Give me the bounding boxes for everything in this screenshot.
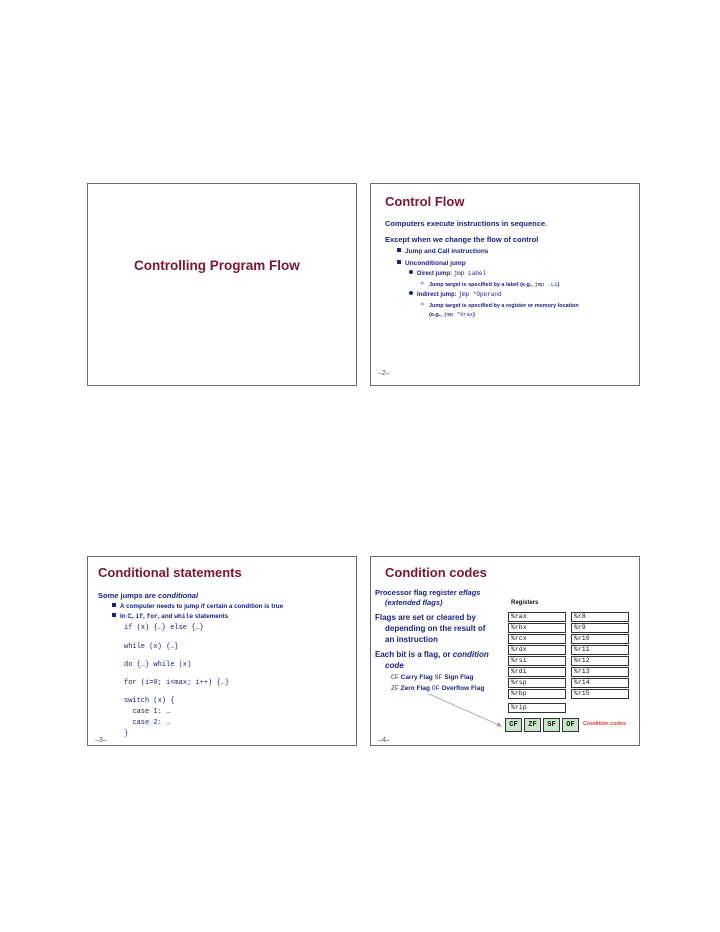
dot-bullet-icon: [409, 270, 413, 274]
direct-target-text: Jump target is specified by a label (e.g.,: [429, 282, 533, 288]
dot-bullet-icon: [409, 291, 413, 295]
slide-3-bullet-2: [112, 613, 228, 620]
slide-3-title: Conditional statements: [98, 565, 242, 580]
keyword-while: while: [174, 613, 194, 620]
square-bullet-icon: [112, 613, 116, 617]
flags-set-line-1: Flags are set or cleared by: [375, 613, 476, 622]
indirect-target-close: ): [473, 312, 475, 318]
indirect-jump-label: Indirect jump:: [417, 292, 457, 298]
of-code: OF: [431, 685, 440, 692]
code-if-else: if (x) {…} else {…}: [124, 624, 204, 632]
code-switch-line-4: }: [124, 730, 129, 738]
triangle-bullet-icon: [421, 302, 425, 306]
flag-box-cf: CF: [505, 718, 522, 732]
indirect-target-text: Jump target is specified by a register or memory location: [429, 303, 579, 309]
code-switch-line-2: case 1: …: [124, 708, 171, 716]
square-bullet-icon: [397, 260, 401, 264]
cf-label: Carry Flag: [400, 674, 433, 681]
direct-jump-label: Direct jump:: [417, 271, 453, 277]
register-rcx: %rcx: [508, 634, 566, 644]
register-rsp: %rsp: [508, 678, 566, 688]
slide-2-line-1: Computers execute instructions in sequence.: [385, 219, 548, 228]
flags-set-line-2: depending on the result of: [385, 624, 486, 633]
register-rsi: %rsi: [508, 656, 566, 666]
triangle-bullet-icon: [421, 281, 425, 285]
direct-target-code: jmp .L1: [534, 281, 558, 288]
register-rdx: %rdx: [508, 645, 566, 655]
slide-4-title: Condition codes: [385, 565, 487, 580]
bullet-unconditional-text: Unconditional jump: [405, 260, 466, 267]
arrow-line: [429, 694, 499, 725]
register-rdi: %rdi: [508, 667, 566, 677]
bullet-unconditional: [397, 260, 466, 267]
square-bullet-icon: [112, 603, 116, 607]
slide-2: [370, 183, 640, 386]
each-bit-line-2: code: [385, 661, 404, 670]
slide-3-bullet-2-comma: ,: [142, 613, 147, 620]
direct-target-item: [421, 281, 559, 288]
each-bit-text: Each bit is a flag, or: [375, 650, 453, 659]
indirect-target-code: jmp *%rax: [443, 311, 474, 318]
register-r10: %r10: [571, 634, 629, 644]
register-r9: %r9: [571, 623, 629, 633]
slide-3-intro-emphasis: conditional: [158, 591, 199, 600]
register-r13: %r13: [571, 667, 629, 677]
sf-label: Sign Flag: [444, 674, 474, 681]
slide-3-intro-text: Some jumps are: [98, 591, 159, 600]
slide-3-bullet-1: [112, 603, 283, 610]
slide-4: [370, 556, 640, 746]
each-bit-emphasis: condition: [452, 650, 489, 659]
direct-jump-code: jmp Label: [453, 270, 487, 277]
register-r12: %r12: [571, 656, 629, 666]
flag-box-zf: ZF: [524, 718, 541, 732]
flag-box-sf: SF: [543, 718, 560, 732]
slide-3-page-number: –3–: [95, 737, 107, 744]
flag-box-of: OF: [562, 718, 579, 732]
indirect-jump-code: jmp *Operand: [458, 291, 502, 298]
slide-3-bullet-2-and: , and: [157, 613, 175, 620]
processor-flag-text: Processor flag register: [375, 588, 459, 597]
register-rip: %rip: [508, 703, 566, 713]
bullet-jump-call-text: Jump and Call instructions: [405, 248, 489, 255]
indirect-target-item: [421, 302, 579, 309]
direct-target-close: ): [557, 282, 560, 288]
slide-2-page-number: –2–: [378, 370, 390, 377]
bullet-jump-call: [397, 248, 488, 255]
slide-3-intro: [98, 591, 198, 600]
indirect-target-open: (e.g.,: [429, 312, 442, 318]
flags-set-line-3: an instruction: [385, 635, 438, 644]
processor-flag-emphasis: eflags: [458, 588, 481, 597]
slide-4-page-number: –4–: [378, 737, 390, 744]
keyword-for: for: [146, 613, 158, 620]
slide-2-line-2: Except when we change the flow of control: [385, 235, 539, 244]
code-switch-line-3: case 2: …: [124, 719, 171, 727]
indirect-jump-item: [409, 291, 502, 298]
register-rbx: %rbx: [508, 623, 566, 633]
slide-2-title: Control Flow: [385, 194, 465, 209]
slide-1: [87, 183, 357, 386]
code-switch-line-1: switch (x) {: [124, 697, 175, 705]
register-r11: %r11: [571, 645, 629, 655]
registers-label: Registers: [511, 600, 539, 606]
code-for: for (i=0; i<max; i++) {…}: [124, 679, 230, 687]
slide-3: [87, 556, 357, 746]
code-while: while (x) {…}: [124, 643, 179, 651]
keyword-if: if: [135, 613, 143, 620]
slide-1-title: Controlling Program Flow: [134, 258, 300, 273]
indirect-target-example: [429, 311, 475, 318]
register-rbp: %rbp: [508, 689, 566, 699]
cf-code: CF: [391, 674, 399, 681]
zf-label: Zero Flag: [400, 685, 430, 692]
processor-flag-line-2: (extended flags): [385, 598, 443, 607]
register-r14: %r14: [571, 678, 629, 688]
register-rax: %rax: [508, 612, 566, 622]
square-bullet-icon: [397, 248, 401, 252]
code-do-while: do {…} while (x): [124, 661, 192, 669]
condition-codes-label: Condition codes: [583, 721, 627, 727]
slide-3-bullet-2-suffix: statements: [193, 613, 229, 620]
direct-jump-item: [409, 270, 486, 277]
register-r8: %r8: [571, 612, 629, 622]
register-r15: %r15: [571, 689, 629, 699]
slide-3-bullet-1-text: A computer needs to jump if certain a condition is true: [120, 603, 284, 610]
slide-3-bullet-2-prefix: In C,: [120, 613, 136, 620]
zf-code: ZF: [391, 685, 399, 692]
sf-code: SF: [434, 674, 443, 681]
of-label: Overflow Flag: [441, 685, 485, 692]
